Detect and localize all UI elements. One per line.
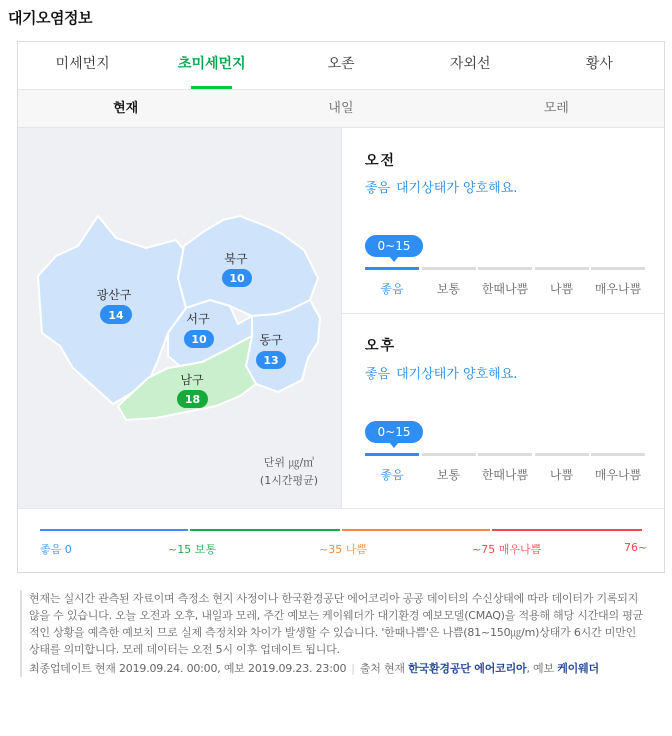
district-name-dong: 동구	[259, 333, 283, 347]
tab-yellow-dust[interactable]: 황사	[585, 56, 613, 72]
legend-moderate: ~15 보통	[168, 543, 216, 556]
forecast-pm-message: 대기상태가 양호해요.	[396, 367, 518, 382]
district-name-buk: 북구	[224, 252, 248, 266]
tab-uv[interactable]: 자외선	[449, 56, 491, 72]
source-link-kweather[interactable]: 케이웨더	[557, 662, 599, 675]
legend-max: 76~	[624, 541, 648, 554]
legend-very-bad: ~75 매우나쁨	[472, 543, 542, 556]
legend-bad: ~35 나쁨	[319, 543, 367, 556]
forecast-pm-level-scale	[365, 453, 645, 483]
tab-tomorrow[interactable]: 내일	[328, 101, 354, 116]
district-value-gwangsan: 14	[108, 309, 124, 322]
level-very-bad: 매우나쁨	[591, 453, 645, 483]
level-bad: 나쁨	[535, 453, 589, 483]
legend-bar-good	[40, 529, 188, 531]
forecast-pm	[341, 314, 664, 508]
legend-bar-bad	[342, 529, 490, 531]
grade-legend	[18, 508, 664, 572]
level-moderate: 보통	[422, 267, 476, 297]
source-forecast-label: , 예보	[526, 662, 554, 675]
page-title: 대기오염정보	[8, 9, 92, 27]
legend-bar-very-bad	[492, 529, 642, 531]
update-info	[29, 660, 645, 677]
level-moderate: 보통	[422, 453, 476, 483]
tab-ozone[interactable]: 오존	[327, 56, 355, 72]
tab-ultrafine-dust[interactable]: 초미세먼지	[147, 42, 276, 89]
district-name-gwangsan: 광산구	[96, 288, 132, 302]
level-very-bad: 매우나쁨	[591, 267, 645, 297]
forecast-am-range-badge: 0~15	[365, 235, 423, 257]
forecast-am-status	[365, 177, 517, 196]
forecast-am	[341, 128, 664, 314]
level-bad: 나쁨	[535, 267, 589, 297]
district-name-seo: 서구	[186, 312, 210, 326]
air-quality-panel	[17, 41, 665, 573]
source-label: 출처 현재	[359, 662, 405, 675]
forecast-am-message: 대기상태가 양호해요.	[396, 181, 518, 196]
unit-label: 단위 ㎍/㎥	[263, 456, 315, 469]
legend-bar-moderate	[190, 529, 340, 531]
gwangju-map	[18, 128, 341, 508]
level-good: 좋음	[365, 267, 419, 297]
unit-average-label: (1시간평균)	[259, 474, 318, 487]
tab-fine-dust[interactable]: 미세먼지	[55, 56, 110, 72]
forecast-pm-status	[365, 363, 517, 382]
last-updated: 최종업데이트 현재 2019.09.24. 00:00, 예보 2019.09.23. 23:00	[29, 662, 347, 675]
notes	[20, 590, 645, 677]
district-value-dong: 13	[263, 354, 279, 367]
map-region-buk[interactable]	[178, 216, 318, 316]
forecast-pm-label: 오후	[365, 338, 397, 354]
pollutant-tabs	[18, 42, 664, 89]
notes-text: 현재는 실시간 관측된 자료이며 측정소 현지 사정이나 한국환경공단 에어코리아 공공 데이터의 수신상태에 따라 데이터가 기록되지 않을 수 있습니다. 오늘 오전과 오후, 내일과 모레, 주간 예보는 케이웨더가 대기환경 예보모델(CMAQ)을 적용해 해당 시간대의 평균적인 상황을 예측한 예보치 므로 실제 측정치와 차이가 발생할 수 있습니다. '한때나쁨'은 나쁨(81~150㎍/m)상태가 6시간 미만인 상태를 의미합니다. 모레 데이터는 오전 5시 이후 업데이트 됩니다.	[29, 592, 644, 656]
forecast-am-level-scale	[365, 267, 645, 297]
forecast-am-grade: 좋음	[365, 181, 391, 196]
day-tabs	[18, 89, 664, 128]
source-link-airkorea[interactable]: 한국환경공단 에어코리아	[408, 662, 527, 675]
district-value-seo: 10	[191, 333, 207, 346]
legend-good: 좋음 0	[40, 543, 72, 556]
district-value-buk: 10	[229, 272, 245, 285]
forecast-pm-grade: 좋음	[365, 367, 391, 382]
tab-day-after[interactable]: 모레	[543, 101, 569, 116]
level-temp-bad: 한때나쁨	[478, 453, 532, 483]
level-temp-bad: 한때나쁨	[478, 267, 532, 297]
tab-now[interactable]: 현재	[113, 101, 139, 116]
level-good: 좋음	[365, 453, 419, 483]
district-map	[18, 128, 341, 508]
unit-note	[260, 454, 318, 490]
forecast-am-label: 오전	[365, 153, 397, 169]
district-name-nam: 남구	[180, 373, 204, 387]
separator: |	[351, 662, 355, 675]
district-value-nam: 18	[184, 393, 201, 406]
forecast-pm-range-badge: 0~15	[365, 421, 423, 443]
